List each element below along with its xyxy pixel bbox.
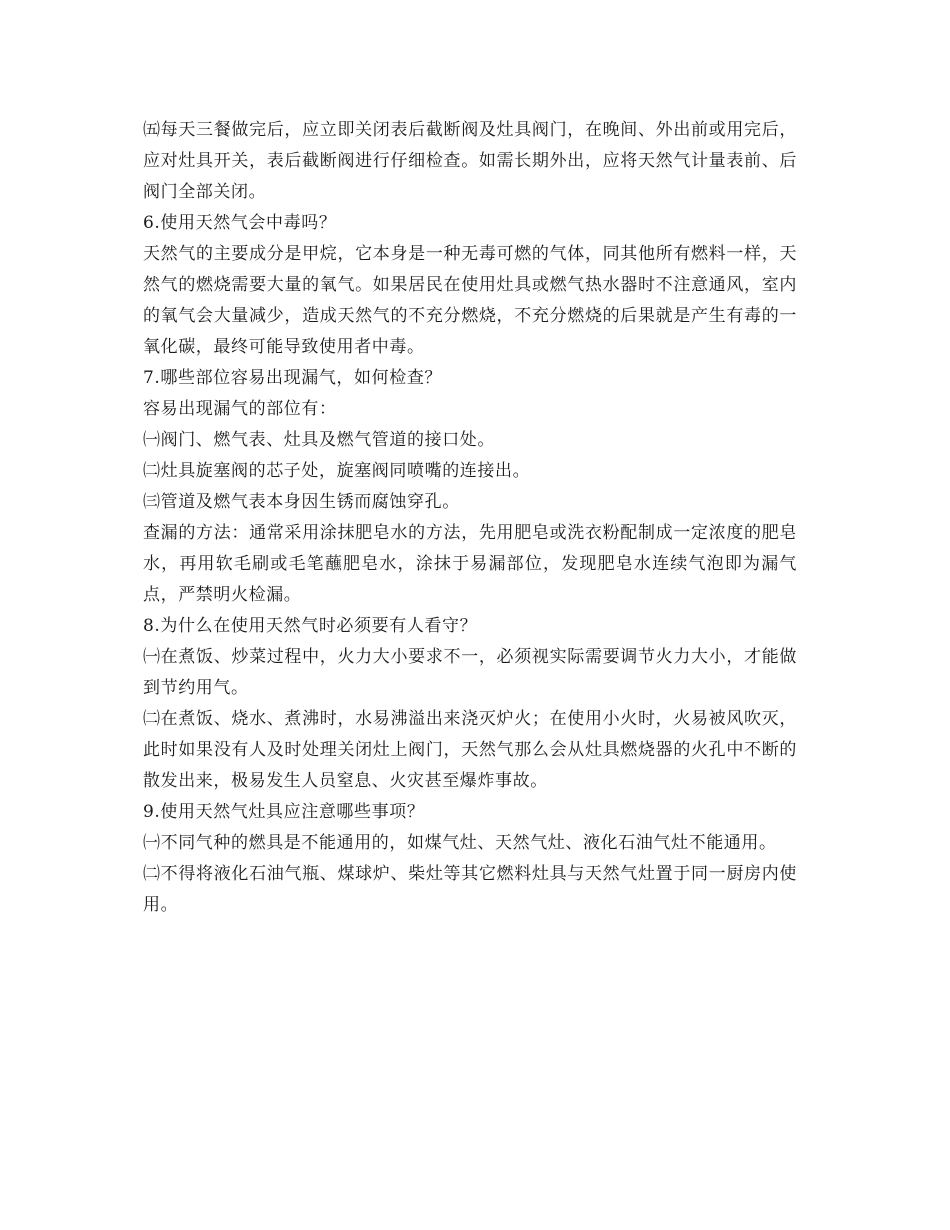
answer-9-item-1: ㈠不同气种的燃具是不能通用的，如煤气灶、天然气灶、液化石油气灶不能通用。	[143, 833, 777, 853]
answer-7-item-1: ㈠阀门、燃气表、灶具及燃气管道的接口处。	[143, 430, 495, 450]
paragraph-item-5-closing-valves: ㈤每天三餐做完后，应立即关闭表后截断阀及灶具阀门，在晚间、外出前或用完后，应对灶具开关，表后截断阀进行仔细检查。如需长期外出，应将天然气计量表前、后阀门全部关闭。	[143, 120, 797, 202]
answer-9-item-2: ㈡不得将液化石油气瓶、煤球炉、柴灶等其它燃料灶具与天然气灶置于同一厨房内使用。	[143, 864, 797, 915]
answer-7-item-2: ㈡灶具旋塞阀的芯子处，旋塞阀同喷嘴的连接出。	[143, 461, 531, 481]
document-body	[143, 115, 797, 921]
question-7-heading: 7.哪些部位容易出现漏气，如何检查？	[143, 368, 443, 388]
question-8-heading: 8.为什么在使用天然气时必须要有人看守？	[143, 616, 478, 636]
answer-7-item-3: ㈢管道及燃气表本身因生锈而腐蚀穿孔。	[143, 492, 460, 512]
answer-7-intro: 容易出现漏气的部位有：	[143, 399, 337, 419]
answer-8-item-1: ㈠在煮饭、炒菜过程中，火力大小要求不一，必须视实际需要调节火力大小，才能做到节约用气。	[143, 647, 797, 698]
question-6-heading: 6.使用天然气会中毒吗？	[143, 213, 337, 233]
answer-8-item-2: ㈡在煮饭、烧水、煮沸时，水易沸溢出来浇灭炉火；在使用小火时，火易被风吹灭，此时如果没有人及时处理关闭灶上阀门，天然气那么会从灶具燃烧器的火孔中不断的散发出来，极易发生人员窒息、火灾甚至爆炸事故。	[143, 709, 797, 791]
leak-check-method-paragraph: 查漏的方法：通常采用涂抹肥皂水的方法，先用肥皂或洗衣粉配制成一定浓度的肥皂水，再用软毛刷或毛笔蘸肥皂水，涂抹于易漏部位，发现肥皂水连续气泡即为漏气点，严禁明火检漏。	[143, 523, 797, 605]
question-9-heading: 9.使用天然气灶具应注意哪些事项？	[143, 802, 425, 822]
answer-6-paragraph: 天然气的主要成分是甲烷，它本身是一种无毒可燃的气体，同其他所有燃料一样，天然气的燃烧需要大量的氧气。如果居民在使用灶具或燃气热水器时不注意通风，室内的氧气会大量减少，造成天然气的不充分燃烧，不充分燃烧的后果就是产生有毒的一氧化碳，最终可能导致使用者中毒。	[143, 244, 797, 357]
